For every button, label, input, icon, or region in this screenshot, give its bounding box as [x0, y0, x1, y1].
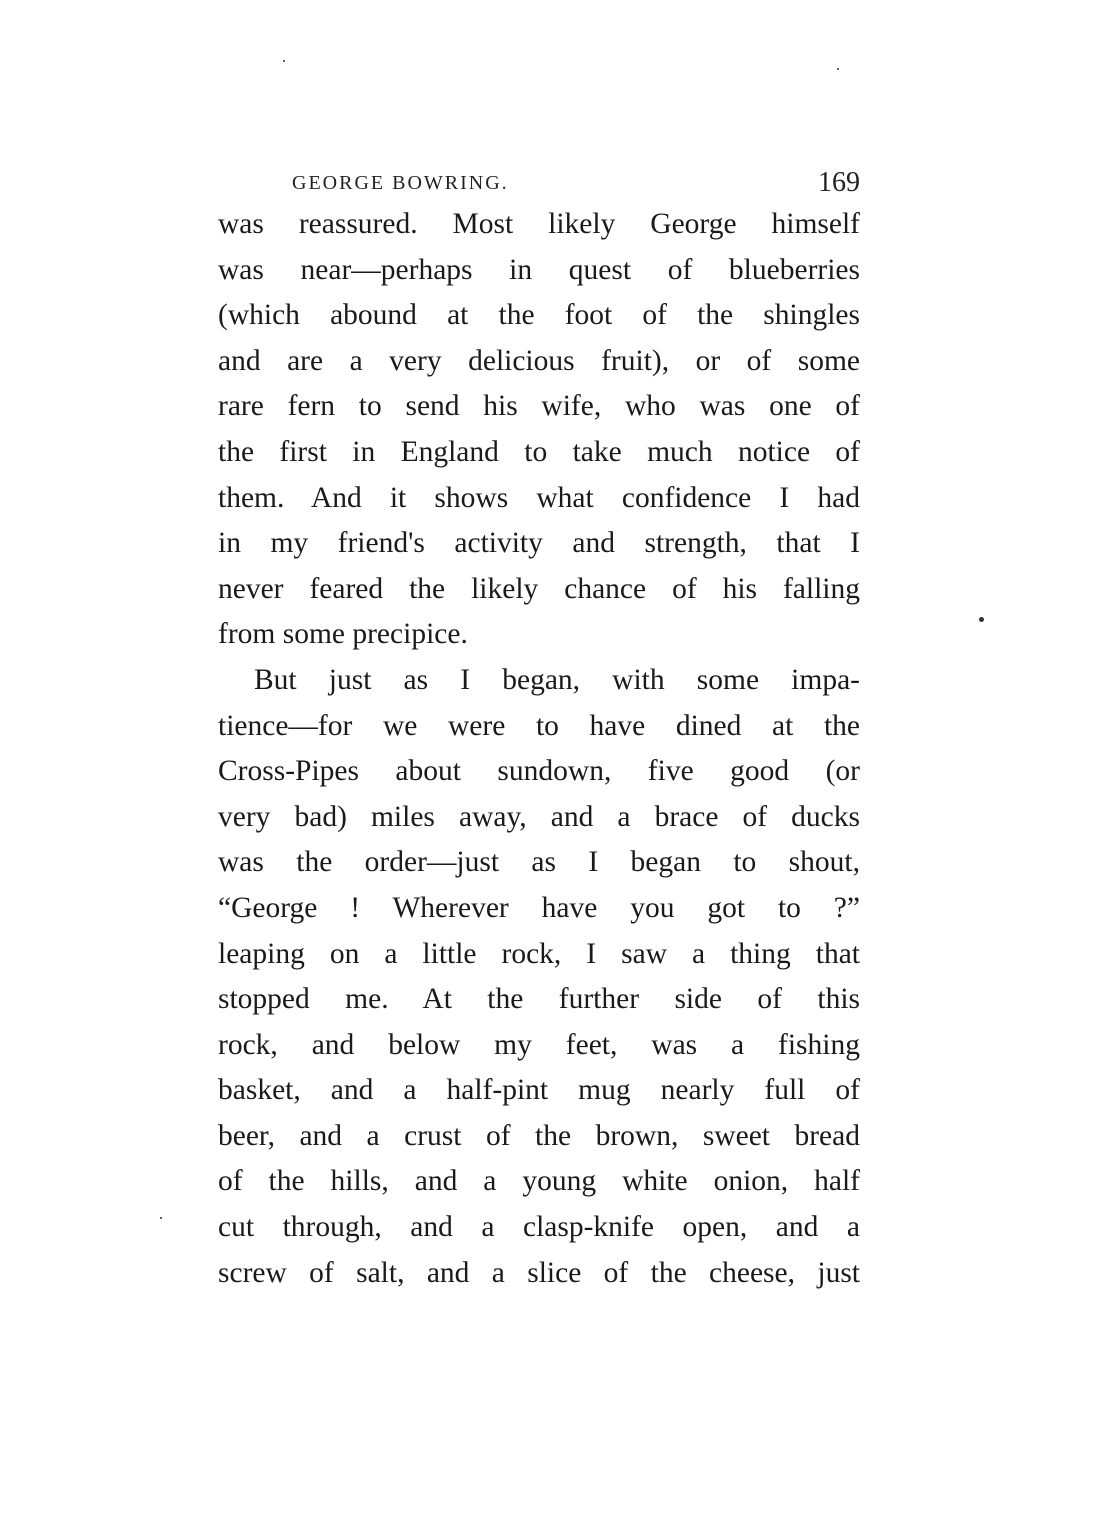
text-line: Cross-Pipes about sundown, five good (or — [218, 755, 860, 788]
text-line: stopped me. At the further side of this — [218, 983, 860, 1016]
text-line: screw of salt, and a slice of the cheese, just — [218, 1256, 860, 1289]
text-line: beer, and a crust of the brown, sweet bread — [218, 1119, 860, 1152]
paragraph-1 — [218, 202, 860, 658]
text-line: in my friend's activity and strength, that I — [218, 527, 860, 560]
paragraph-2 — [218, 658, 860, 1296]
page-number: 169 — [818, 167, 860, 198]
text-line: never feared the likely chance of his falling — [218, 572, 860, 605]
print-speck — [837, 68, 839, 70]
print-speck — [160, 1217, 162, 1219]
text-line: them. And it shows what confidence I had — [218, 481, 860, 514]
print-speck — [283, 60, 285, 62]
body-text — [218, 202, 860, 1296]
text-line: rock, and below my feet, was a fishing — [218, 1028, 860, 1061]
running-title: GEORGE BOWRING. — [292, 172, 509, 194]
text-line: from some precipice. — [218, 618, 468, 651]
text-line: cut through, and a clasp-knife open, and a — [218, 1211, 860, 1244]
text-line: leaping on a little rock, I saw a thing that — [218, 937, 860, 970]
print-speck — [979, 617, 984, 622]
text-line: But just as I began, with some impa- — [254, 663, 860, 696]
text-line: basket, and a half-pint mug nearly full of — [218, 1074, 860, 1107]
text-line: of the hills, and a young white onion, half — [218, 1165, 860, 1198]
text-line: was reassured. Most likely George himself — [218, 208, 860, 240]
text-line: tience—for we were to have dined at the — [218, 709, 860, 742]
text-line: very bad) miles away, and a brace of ducks — [218, 800, 860, 833]
text-line: (which abound at the foot of the shingles — [218, 299, 860, 332]
running-head — [218, 167, 860, 202]
text-line: the first in England to take much notice of — [218, 435, 860, 468]
text-line: rare fern to send his wife, who was one of — [218, 390, 860, 423]
text-line: was near—perhaps in quest of blueberries — [218, 253, 860, 286]
text-line: “George ! Wherever have you got to ?” — [218, 891, 860, 924]
text-line: was the order—just as I began to shout, — [218, 846, 860, 879]
text-line: and are a very delicious fruit), or of some — [218, 344, 860, 377]
